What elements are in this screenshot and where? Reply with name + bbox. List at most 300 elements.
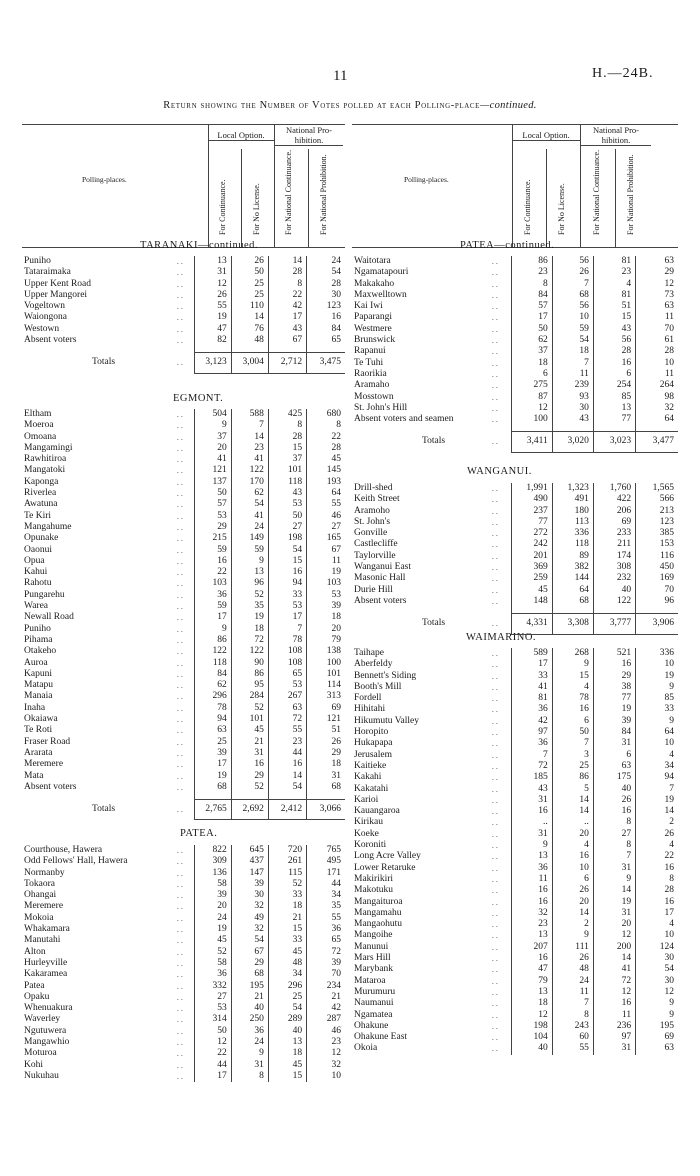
for-national-continuance-value: 15 bbox=[268, 556, 306, 567]
for-national-prohibition-value: 10 bbox=[636, 659, 678, 670]
leader-dots: .. bbox=[176, 703, 185, 713]
table-row bbox=[352, 863, 678, 874]
for-national-prohibition-value: 55 bbox=[307, 913, 345, 924]
for-no-license-value: .. bbox=[552, 817, 593, 828]
leader-dots: .. bbox=[491, 920, 500, 930]
for-national-prohibition-value: 28 bbox=[636, 346, 678, 357]
for-national-prohibition-value: 138 bbox=[307, 646, 345, 657]
table-row bbox=[352, 987, 678, 998]
for-continuance-value: 237 bbox=[511, 506, 552, 517]
for-national-prohibition-value: 14 bbox=[636, 806, 678, 817]
for-national-continuance-value: 40 bbox=[593, 784, 635, 795]
for-national-continuance-value: 31 bbox=[593, 738, 635, 749]
polling-place-name: Otakeho bbox=[24, 646, 57, 657]
for-continuance-value: 33 bbox=[511, 671, 552, 682]
table-row bbox=[22, 868, 345, 879]
leader-dots: .. bbox=[176, 925, 185, 935]
for-no-license-value: 43 bbox=[552, 414, 593, 425]
section-egmont: EGMONT. bbox=[173, 393, 224, 404]
polling-place-name: Koroniti bbox=[354, 840, 387, 851]
for-national-continuance-value: 425 bbox=[268, 409, 306, 420]
for-national-prohibition-value: 70 bbox=[636, 585, 678, 596]
for-no-license-value: 110 bbox=[231, 301, 268, 312]
for-national-prohibition-value: 22 bbox=[307, 432, 345, 443]
for-national-continuance-value: 16 bbox=[268, 759, 306, 770]
taranaki-table bbox=[22, 256, 345, 374]
for-no-license-value: 29 bbox=[231, 771, 268, 782]
for-continuance-value: 31 bbox=[511, 829, 552, 840]
polling-place-name: Ohakune East bbox=[354, 1032, 408, 1043]
for-no-license-value: 149 bbox=[231, 533, 268, 544]
polling-place-name: Makakaho bbox=[354, 278, 395, 289]
for-national-prohibition-value: 27 bbox=[307, 522, 345, 533]
for-continuance-value: 17 bbox=[194, 612, 231, 623]
for-national-continuance-value: 21 bbox=[268, 913, 306, 924]
for-continuance-value: 41 bbox=[511, 682, 552, 693]
for-continuance-value: 45 bbox=[511, 585, 552, 596]
leader-dots: .. bbox=[491, 529, 500, 539]
polling-place-name: Rahotu bbox=[24, 578, 52, 589]
table-row bbox=[352, 346, 678, 357]
for-no-license-value: 89 bbox=[552, 551, 593, 562]
leader-dots: .. bbox=[176, 857, 185, 867]
for-continuance-value: 57 bbox=[194, 499, 231, 510]
for-continuance-value: 62 bbox=[511, 335, 552, 346]
for-national-prohibition-value: 116 bbox=[636, 551, 678, 562]
for-national-continuance-value: 37 bbox=[268, 454, 306, 465]
for-national-prohibition-value: 96 bbox=[636, 596, 678, 607]
for-national-continuance-value: 232 bbox=[593, 573, 635, 584]
for-no-license-value: 491 bbox=[552, 494, 593, 505]
for-continuance-value: 26 bbox=[194, 290, 231, 301]
for-national-continuance-value: 8 bbox=[268, 420, 306, 431]
polling-place-name: Booth's Mill bbox=[354, 681, 402, 692]
for-national-prohibition-value: 17 bbox=[636, 908, 678, 919]
left-for-national-continuance-label: For National Continuance. bbox=[284, 149, 293, 235]
leader-dots: .. bbox=[176, 879, 185, 889]
totals-label: Totals bbox=[422, 436, 446, 447]
for-continuance-value: 36 bbox=[194, 969, 231, 980]
leader-dots: .. bbox=[491, 705, 500, 715]
for-no-license-value: 40 bbox=[231, 1003, 268, 1014]
for-national-continuance-value: 29 bbox=[593, 671, 635, 682]
for-national-continuance-value: 43 bbox=[593, 324, 635, 335]
for-national-prohibition-value: 51 bbox=[307, 725, 345, 736]
for-continuance-value: 100 bbox=[511, 414, 552, 425]
for-continuance-value: 259 bbox=[511, 573, 552, 584]
title-text: Return showing the Number of Votes polled at each Polling-place bbox=[163, 100, 481, 111]
for-national-continuance-value: 42 bbox=[268, 301, 306, 312]
polling-place-name: Makirikiri bbox=[354, 873, 394, 884]
table-row bbox=[352, 671, 678, 682]
for-continuance-value: 137 bbox=[194, 477, 231, 488]
for-national-prohibition-value: 29 bbox=[307, 748, 345, 759]
for-national-continuance-value: 2,712 bbox=[268, 353, 306, 373]
table-row bbox=[352, 267, 678, 278]
for-no-license-value: 18 bbox=[552, 346, 593, 357]
for-national-continuance-value: 12 bbox=[593, 930, 635, 941]
for-national-prohibition-value: 28 bbox=[307, 443, 345, 454]
for-national-prohibition-value: 124 bbox=[636, 942, 678, 953]
for-national-continuance-value: 52 bbox=[268, 879, 306, 890]
leader-dots: .. bbox=[491, 852, 500, 862]
for-continuance-value: 45 bbox=[194, 935, 231, 946]
for-national-prohibition-value: 26 bbox=[636, 829, 678, 840]
for-continuance-value: 58 bbox=[194, 958, 231, 969]
for-continuance-value: 78 bbox=[194, 703, 231, 714]
polling-place-name: Puniho bbox=[24, 623, 51, 634]
for-continuance-value: 19 bbox=[194, 771, 231, 782]
for-national-continuance-value: 16 bbox=[593, 358, 635, 369]
polling-place-name: Upper Kent Road bbox=[24, 278, 92, 289]
table-row bbox=[22, 879, 345, 890]
for-no-license-value: 29 bbox=[231, 958, 268, 969]
table-row bbox=[352, 551, 678, 562]
for-no-license-value: 180 bbox=[552, 506, 593, 517]
leader-dots: .. bbox=[176, 891, 185, 901]
for-no-license-value: 21 bbox=[231, 737, 268, 748]
for-national-continuance-value: 16 bbox=[593, 806, 635, 817]
leader-dots: .. bbox=[491, 987, 500, 997]
for-continuance-value: 37 bbox=[194, 432, 231, 443]
for-continuance-value: 50 bbox=[511, 324, 552, 335]
for-no-license-value: 24 bbox=[231, 1037, 268, 1048]
table-row bbox=[22, 890, 345, 901]
polling-place-name: Gonville bbox=[354, 528, 388, 539]
table-row bbox=[352, 964, 678, 975]
for-continuance-value: 309 bbox=[194, 856, 231, 867]
table-row bbox=[22, 488, 345, 499]
for-continuance-value: 44 bbox=[194, 1060, 231, 1071]
for-national-prohibition-value: 55 bbox=[307, 499, 345, 510]
polling-place-name: Vogeltown bbox=[24, 301, 65, 312]
for-no-license-value: 24 bbox=[231, 522, 268, 533]
right-national-prohibition-label: National Pro-hibition. bbox=[581, 125, 651, 146]
for-no-license-value: 11 bbox=[552, 987, 593, 998]
for-national-prohibition-value: 10 bbox=[636, 930, 678, 941]
section-wanganui: WANGANUI. bbox=[467, 466, 532, 477]
for-national-prohibition-value: 121 bbox=[307, 714, 345, 725]
for-national-prohibition-value: 18 bbox=[307, 612, 345, 623]
table-row bbox=[352, 414, 678, 425]
for-national-continuance-value: 11 bbox=[593, 1010, 635, 1021]
for-continuance-value: 12 bbox=[511, 403, 552, 414]
for-national-continuance-value: 254 bbox=[593, 380, 635, 391]
for-no-license-value: 7 bbox=[552, 279, 593, 290]
table-row bbox=[22, 669, 345, 680]
polling-place-name: Upper Mangorei bbox=[24, 289, 88, 300]
leader-dots: .. bbox=[491, 517, 500, 527]
page-number: 11 bbox=[333, 68, 348, 84]
for-national-prohibition-value: 39 bbox=[307, 601, 345, 612]
for-national-continuance-value: 18 bbox=[268, 901, 306, 912]
for-no-license-value: 13 bbox=[231, 567, 268, 578]
for-continuance-value: 86 bbox=[511, 256, 552, 267]
polling-place-name: Opaku bbox=[24, 991, 50, 1002]
table-row bbox=[352, 494, 678, 505]
for-no-license-value: 64 bbox=[552, 585, 593, 596]
table-row bbox=[352, 930, 678, 941]
table-row bbox=[352, 682, 678, 693]
table-row bbox=[352, 506, 678, 517]
for-national-continuance-value: 261 bbox=[268, 856, 306, 867]
leader-dots: .. bbox=[491, 1021, 500, 1031]
table-row bbox=[352, 585, 678, 596]
leader-dots: .. bbox=[176, 992, 185, 1002]
for-national-continuance-value: 78 bbox=[268, 635, 306, 646]
for-continuance-value: 185 bbox=[511, 772, 552, 783]
polling-place-name: Mangatoki bbox=[24, 465, 66, 476]
for-continuance-value: 43 bbox=[511, 784, 552, 795]
for-national-continuance-value: 8 bbox=[593, 840, 635, 851]
for-no-license-value: 56 bbox=[552, 256, 593, 267]
leader-dots: .. bbox=[491, 682, 500, 692]
for-national-continuance-value: 289 bbox=[268, 1014, 306, 1025]
for-continuance-value: 19 bbox=[194, 312, 231, 323]
table-row bbox=[22, 935, 345, 946]
polling-place-name: Mangamahu bbox=[354, 907, 402, 918]
polling-place-name: Mars Hill bbox=[354, 953, 391, 964]
for-national-continuance-value: 1,760 bbox=[593, 483, 635, 494]
leader-dots: .. bbox=[176, 477, 185, 487]
for-national-continuance-value: 54 bbox=[268, 1003, 306, 1014]
polling-place-name: Karioi bbox=[354, 794, 379, 805]
polling-place-name: Omoana bbox=[24, 431, 57, 442]
left-for-no-license-label: For No License. bbox=[252, 183, 261, 235]
leader-dots: .. bbox=[491, 437, 500, 447]
for-national-prohibition-value: 123 bbox=[307, 301, 345, 312]
leader-dots: .. bbox=[176, 290, 185, 300]
for-national-continuance-value: 51 bbox=[593, 301, 635, 312]
leader-dots: .. bbox=[176, 635, 185, 645]
for-national-prohibition-value: 4 bbox=[636, 840, 678, 851]
leader-dots: .. bbox=[491, 381, 500, 391]
table-row bbox=[352, 596, 678, 607]
for-no-license-value: 122 bbox=[231, 465, 268, 476]
for-continuance-value: 25 bbox=[194, 737, 231, 748]
for-no-license-value: 96 bbox=[231, 578, 268, 589]
leader-dots: .. bbox=[176, 443, 185, 453]
table-row bbox=[22, 703, 345, 714]
polling-place-name: Te Tuhi bbox=[354, 357, 384, 368]
left-column-header bbox=[22, 124, 345, 248]
for-national-prohibition-value: 79 bbox=[307, 635, 345, 646]
for-national-continuance-value: 69 bbox=[593, 517, 635, 528]
leader-dots: .. bbox=[491, 784, 500, 794]
for-national-continuance-value: 81 bbox=[593, 290, 635, 301]
polling-place-name: Taylorville bbox=[354, 550, 396, 561]
for-no-license-value: 59 bbox=[552, 324, 593, 335]
for-continuance-value: 82 bbox=[194, 335, 231, 346]
polling-place-name: Kohi bbox=[24, 1059, 43, 1070]
totals-row bbox=[22, 800, 345, 820]
for-national-continuance-value: 63 bbox=[593, 761, 635, 772]
polling-place-name: Aberfeldy bbox=[354, 659, 393, 670]
table-row bbox=[352, 358, 678, 369]
leader-dots: .. bbox=[491, 841, 500, 851]
section-patea-continued: PATEA—continued. bbox=[460, 240, 555, 251]
polling-place-name: Kai Iwi bbox=[354, 301, 383, 312]
for-no-license-value: 26 bbox=[552, 885, 593, 896]
polling-place-name: Mangaohutu bbox=[354, 919, 403, 930]
for-national-continuance-value: 94 bbox=[268, 578, 306, 589]
leader-dots: .. bbox=[491, 403, 500, 413]
for-continuance-value: 31 bbox=[194, 267, 231, 278]
leader-dots: .. bbox=[491, 818, 500, 828]
for-national-prohibition-value: 18 bbox=[307, 759, 345, 770]
for-no-license-value: 36 bbox=[231, 1026, 268, 1037]
polling-place-name: Westown bbox=[24, 323, 60, 334]
for-national-continuance-value: 422 bbox=[593, 494, 635, 505]
leader-dots: .. bbox=[491, 506, 500, 516]
leader-dots: .. bbox=[176, 1038, 185, 1048]
polling-place-name: Fordell bbox=[354, 693, 382, 704]
for-continuance-value: 275 bbox=[511, 380, 552, 391]
totals-label: Totals bbox=[422, 618, 446, 629]
for-national-prohibition-value: 11 bbox=[636, 312, 678, 323]
leader-dots: .. bbox=[176, 466, 185, 476]
for-national-prohibition-value: 30 bbox=[307, 290, 345, 301]
for-continuance-value: 58 bbox=[194, 879, 231, 890]
for-continuance-value: 16 bbox=[511, 885, 552, 896]
table-row bbox=[352, 806, 678, 817]
totals-row bbox=[352, 614, 678, 634]
table-row bbox=[22, 646, 345, 657]
for-no-license-value: 2 bbox=[552, 919, 593, 930]
for-national-prohibition-value: 8 bbox=[307, 420, 345, 431]
polling-place-name: Durie Hill bbox=[354, 584, 393, 595]
for-continuance-value: 20 bbox=[194, 443, 231, 454]
for-national-continuance-value: 85 bbox=[593, 392, 635, 403]
for-no-license-value: 50 bbox=[552, 727, 593, 738]
for-national-prohibition-value: 195 bbox=[636, 1021, 678, 1032]
for-national-continuance-value: 22 bbox=[268, 290, 306, 301]
for-continuance-value: 296 bbox=[194, 691, 231, 702]
leader-dots: .. bbox=[491, 728, 500, 738]
polling-place-name: Okaiawa bbox=[24, 714, 58, 725]
for-no-license-value: 6 bbox=[552, 874, 593, 885]
for-continuance-value: 68 bbox=[194, 782, 231, 793]
for-national-continuance-value: 31 bbox=[593, 908, 635, 919]
for-national-prohibition-value: 33 bbox=[636, 704, 678, 715]
table-row bbox=[22, 1026, 345, 1037]
leader-dots: .. bbox=[491, 619, 500, 629]
table-row bbox=[22, 958, 345, 969]
leader-dots: .. bbox=[491, 795, 500, 805]
table-row bbox=[22, 1071, 345, 1082]
polling-place-name: Naumanui bbox=[354, 998, 394, 1009]
polling-place-name: Manaia bbox=[24, 691, 53, 702]
leader-dots: .. bbox=[491, 761, 500, 771]
for-continuance-value: 86 bbox=[194, 635, 231, 646]
polling-place-name: St. John's Hill bbox=[354, 402, 408, 413]
polling-place-name: Manunui bbox=[354, 941, 389, 952]
polling-place-name: Kirikau bbox=[354, 817, 384, 828]
leader-dots: .. bbox=[491, 302, 500, 312]
for-national-continuance-value: 26 bbox=[593, 795, 635, 806]
leader-dots: .. bbox=[491, 484, 500, 493]
leader-dots: .. bbox=[491, 829, 500, 839]
for-no-license-value: 3,308 bbox=[552, 614, 593, 634]
polling-place-name: Auroa bbox=[24, 657, 48, 668]
polling-place-name: Rapanui bbox=[354, 346, 386, 357]
polling-place-name: Normanby bbox=[24, 867, 65, 878]
for-no-license-value: 250 bbox=[231, 1014, 268, 1025]
for-no-license-value: 6 bbox=[552, 716, 593, 727]
leader-dots: .. bbox=[491, 324, 500, 334]
table-row bbox=[352, 704, 678, 715]
polling-place-name: Mangahume bbox=[24, 521, 72, 532]
polling-place-name: Jerusalem bbox=[354, 749, 392, 760]
for-national-prohibition-value: 44 bbox=[307, 879, 345, 890]
for-continuance-value: 47 bbox=[194, 324, 231, 335]
for-no-license-value: 3 bbox=[552, 750, 593, 761]
table-row bbox=[352, 256, 678, 267]
for-national-continuance-value: 50 bbox=[268, 511, 306, 522]
leader-dots: .. bbox=[176, 313, 185, 323]
polling-place-name: Absent voters bbox=[24, 335, 77, 346]
for-national-prohibition-value: 169 bbox=[636, 573, 678, 584]
leader-dots: .. bbox=[176, 1060, 185, 1070]
table-row bbox=[352, 784, 678, 795]
leader-dots: .. bbox=[491, 874, 500, 884]
for-national-prohibition-value: 16 bbox=[307, 312, 345, 323]
table-row bbox=[22, 301, 345, 312]
table-row bbox=[22, 782, 345, 793]
leader-dots: .. bbox=[491, 313, 500, 323]
right-for-continuance-label: For Continuance. bbox=[523, 179, 532, 235]
leader-dots: .. bbox=[176, 534, 185, 544]
table-row bbox=[352, 795, 678, 806]
totals-label: Totals bbox=[92, 804, 116, 815]
for-national-prohibition-value: 63 bbox=[636, 301, 678, 312]
for-continuance-value: 13 bbox=[511, 851, 552, 862]
for-continuance-value: 332 bbox=[194, 981, 231, 992]
for-continuance-value: 87 bbox=[511, 392, 552, 403]
patea-table bbox=[22, 845, 345, 1082]
table-row bbox=[22, 845, 345, 856]
for-national-continuance-value: 2,412 bbox=[268, 800, 306, 820]
polling-place-name: Moturoa bbox=[24, 1048, 57, 1059]
polling-place-name: Waitotara bbox=[354, 256, 391, 266]
wanganui-table bbox=[352, 483, 678, 635]
for-continuance-value: 3,123 bbox=[194, 353, 231, 373]
for-national-continuance-value: 236 bbox=[593, 1021, 635, 1032]
table-row bbox=[352, 953, 678, 964]
for-national-continuance-value: 20 bbox=[593, 919, 635, 930]
for-continuance-value: 12 bbox=[511, 1010, 552, 1021]
for-no-license-value: 52 bbox=[231, 590, 268, 601]
for-no-license-value: 7 bbox=[552, 358, 593, 369]
for-no-license-value: 10 bbox=[552, 312, 593, 323]
for-national-continuance-value: 521 bbox=[593, 648, 635, 659]
for-no-license-value: 147 bbox=[231, 868, 268, 879]
for-national-continuance-value: 17 bbox=[268, 312, 306, 323]
polling-place-name: Matapu bbox=[24, 680, 54, 691]
table-row bbox=[22, 267, 345, 278]
table-row bbox=[22, 432, 345, 443]
for-national-continuance-value: 15 bbox=[593, 312, 635, 323]
polling-place-name: Manutahi bbox=[24, 935, 61, 946]
polling-place-name: Mangoihe bbox=[354, 930, 393, 941]
for-national-continuance-value: 13 bbox=[268, 1037, 306, 1048]
table-row bbox=[352, 279, 678, 290]
table-row bbox=[352, 1021, 678, 1032]
polling-place-name: Meremere bbox=[24, 759, 64, 770]
leader-dots: .. bbox=[176, 1026, 185, 1036]
for-national-prohibition-value: 19 bbox=[636, 671, 678, 682]
leader-dots: .. bbox=[176, 624, 185, 634]
